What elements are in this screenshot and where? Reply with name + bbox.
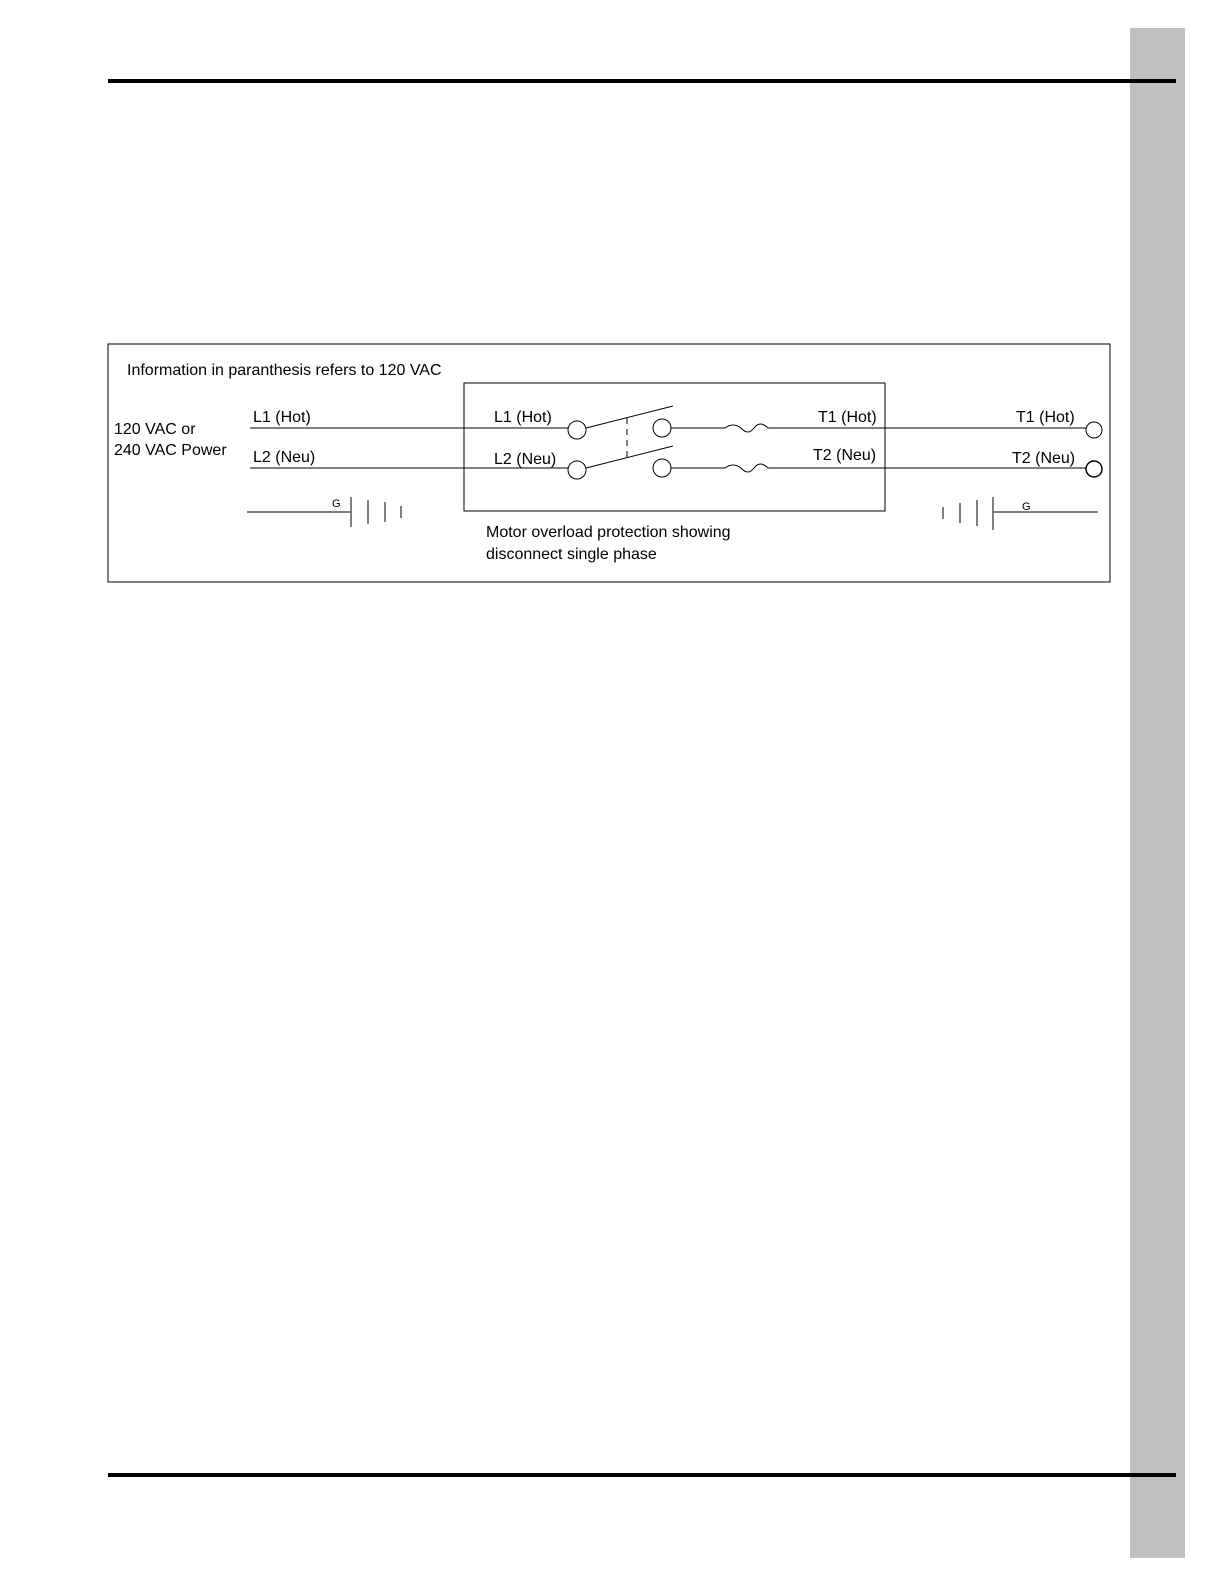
terminal-l2-in <box>568 461 586 479</box>
output-terminal-t2 <box>1086 461 1102 477</box>
protector-l2-label: L2 (Neu) <box>494 451 557 468</box>
terminal-l1-in <box>568 421 586 439</box>
input-l1-label: L1 (Hot) <box>253 409 311 426</box>
input-l2-label: L2 (Neu) <box>253 449 316 466</box>
protector-t1-label: T1 (Hot) <box>818 409 877 426</box>
input-ground-label: G <box>332 498 341 510</box>
output-t1-label: T1 (Hot) <box>1016 409 1075 426</box>
output-ground-label: G <box>1022 501 1031 513</box>
terminal-l2-out <box>653 459 671 477</box>
input-ground-icon <box>247 497 401 527</box>
terminal-l1-out <box>653 419 671 437</box>
output-ground-icon <box>943 497 1098 530</box>
power-source-label-1: 120 VAC or <box>114 421 196 438</box>
protector-t2-label: T2 (Neu) <box>813 447 877 464</box>
protector-l1-label: L1 (Hot) <box>494 409 552 426</box>
output-t2-label: T2 (Neu) <box>1012 450 1076 467</box>
protector-caption-2: disconnect single phase <box>486 546 657 563</box>
protector-caption-1: Motor overload protection showing <box>486 524 731 541</box>
diagram-note: Information in paranthesis refers to 120 VAC <box>127 362 442 379</box>
power-source-label-2: 240 VAC Power <box>114 442 227 459</box>
output-terminal-t1 <box>1086 422 1102 438</box>
